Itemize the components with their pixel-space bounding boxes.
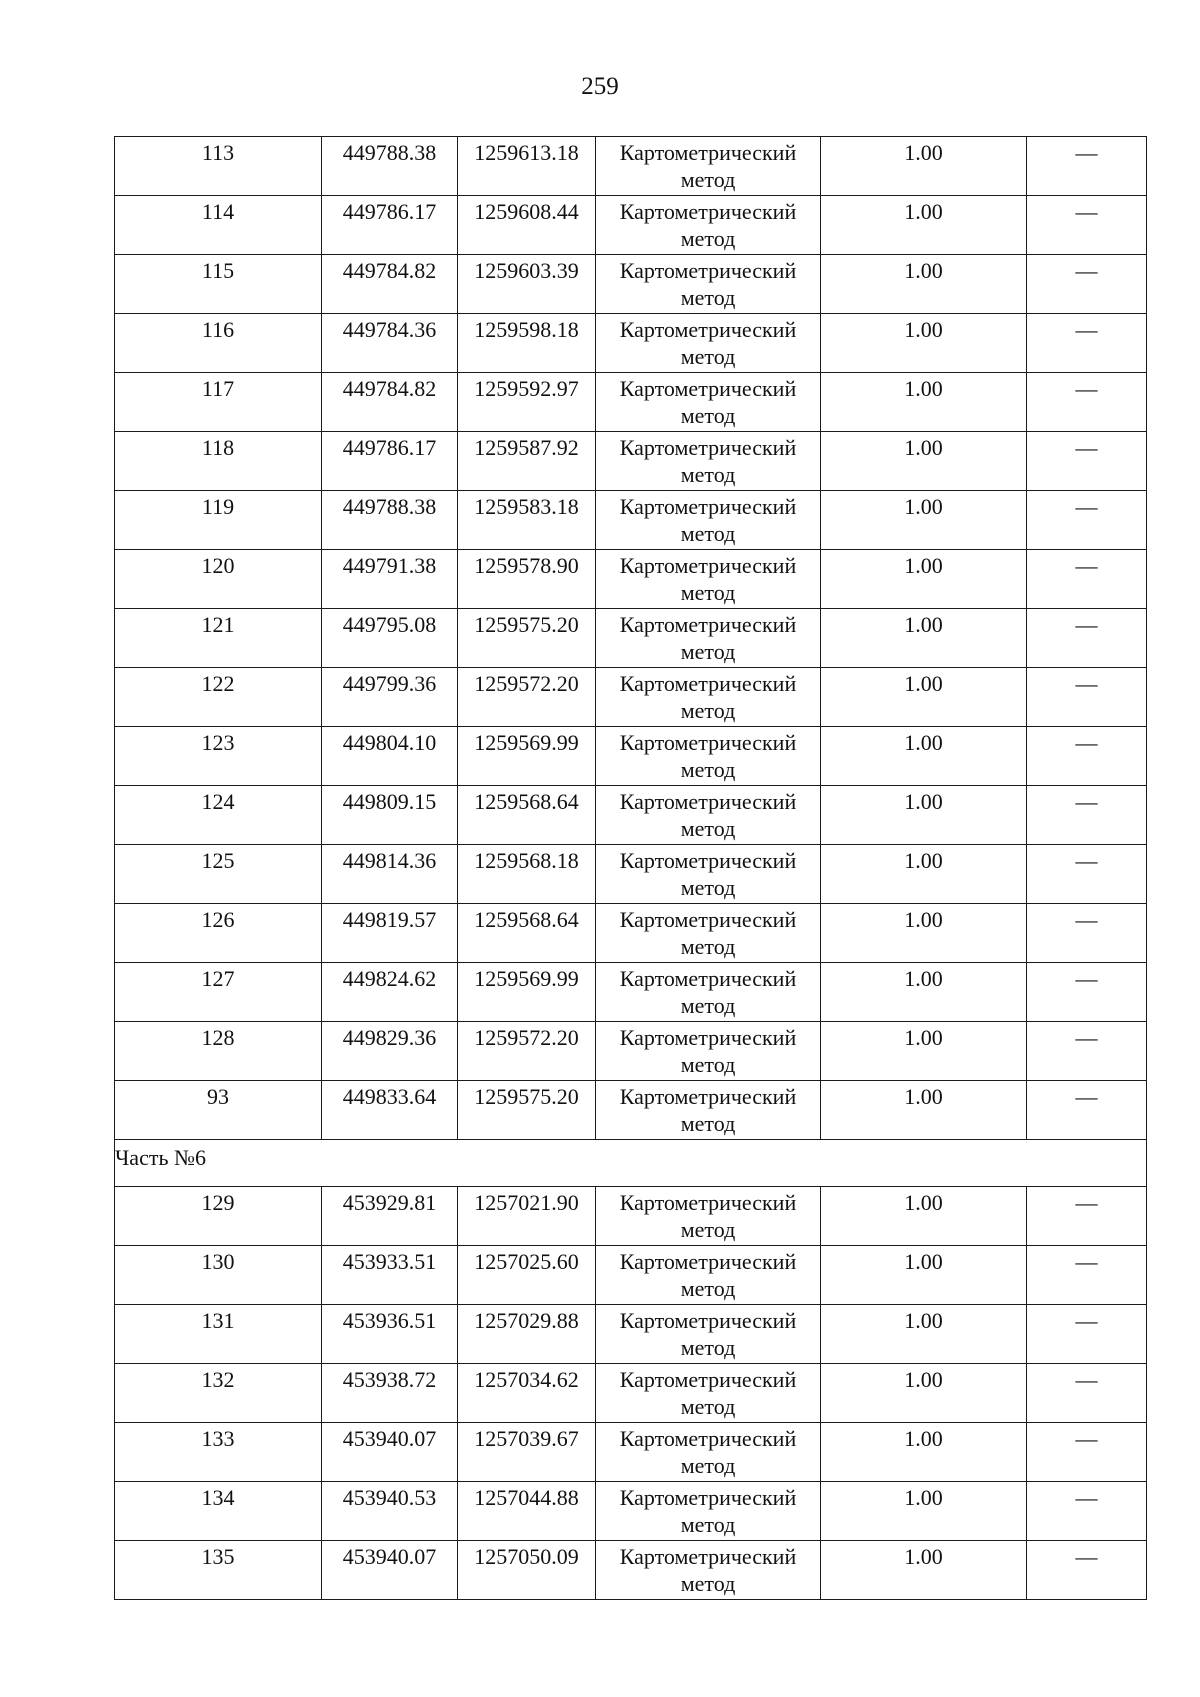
method-line-1: Картометрический: [619, 494, 797, 519]
y-coordinate-cell: 1259583.18: [458, 491, 596, 550]
accuracy-cell: 1.00: [821, 1305, 1027, 1364]
table-row: [115, 1187, 1147, 1246]
table-row: [115, 1246, 1147, 1305]
accuracy-cell: 1.00: [821, 255, 1027, 314]
method-line-1: Картометрический: [619, 553, 797, 578]
method-line-1: Картометрический: [619, 317, 797, 342]
point-number-cell: 120: [115, 550, 322, 609]
method-cell: [596, 609, 821, 668]
method-line-2: метод: [680, 403, 736, 428]
accuracy-cell: 1.00: [821, 963, 1027, 1022]
y-coordinate-cell: 1257029.88: [458, 1305, 596, 1364]
method-line-2: метод: [680, 521, 736, 546]
method-line-2: метод: [680, 1512, 736, 1537]
section-row: [115, 1140, 1147, 1187]
section-label: Часть №6: [115, 1140, 1147, 1187]
accuracy-cell: 1.00: [821, 373, 1027, 432]
description-cell: —: [1027, 314, 1147, 373]
y-coordinate-cell: 1259575.20: [458, 1081, 596, 1140]
x-coordinate-cell: 449788.38: [322, 137, 458, 196]
accuracy-cell: 1.00: [821, 1187, 1027, 1246]
y-coordinate-cell: 1257021.90: [458, 1187, 596, 1246]
method-line-1: Картометрический: [619, 376, 797, 401]
x-coordinate-cell: 449784.82: [322, 255, 458, 314]
y-coordinate-cell: 1257034.62: [458, 1364, 596, 1423]
method-cell: [596, 314, 821, 373]
table-body: [115, 137, 1147, 1600]
description-cell: —: [1027, 255, 1147, 314]
description-cell: —: [1027, 373, 1147, 432]
accuracy-cell: 1.00: [821, 432, 1027, 491]
coordinates-table: [114, 136, 1147, 1600]
accuracy-cell: 1.00: [821, 1423, 1027, 1482]
method-cell: [596, 963, 821, 1022]
table-row: [115, 137, 1147, 196]
description-cell: —: [1027, 845, 1147, 904]
y-coordinate-cell: 1259575.20: [458, 609, 596, 668]
y-coordinate-cell: 1259568.64: [458, 786, 596, 845]
method-cell: [596, 1081, 821, 1140]
point-number-cell: 127: [115, 963, 322, 1022]
table-row: [115, 845, 1147, 904]
method-line-2: метод: [680, 226, 736, 251]
point-number-cell: 126: [115, 904, 322, 963]
x-coordinate-cell: 449824.62: [322, 963, 458, 1022]
method-cell: [596, 1187, 821, 1246]
point-number-cell: 118: [115, 432, 322, 491]
y-coordinate-cell: 1257044.88: [458, 1482, 596, 1541]
method-line-1: Картометрический: [619, 789, 797, 814]
accuracy-cell: 1.00: [821, 845, 1027, 904]
x-coordinate-cell: 449784.36: [322, 314, 458, 373]
method-cell: [596, 1022, 821, 1081]
method-line-1: Картометрический: [619, 1485, 797, 1510]
point-number-cell: 125: [115, 845, 322, 904]
description-cell: —: [1027, 1364, 1147, 1423]
method-line-2: метод: [680, 639, 736, 664]
x-coordinate-cell: 453933.51: [322, 1246, 458, 1305]
method-cell: [596, 1364, 821, 1423]
accuracy-cell: 1.00: [821, 786, 1027, 845]
method-line-1: Картометрический: [619, 907, 797, 932]
accuracy-cell: 1.00: [821, 668, 1027, 727]
description-cell: —: [1027, 550, 1147, 609]
method-line-2: метод: [680, 1052, 736, 1077]
method-line-2: метод: [680, 875, 736, 900]
point-number-cell: 115: [115, 255, 322, 314]
accuracy-cell: 1.00: [821, 196, 1027, 255]
table-row: [115, 1541, 1147, 1600]
x-coordinate-cell: 453929.81: [322, 1187, 458, 1246]
x-coordinate-cell: 449804.10: [322, 727, 458, 786]
page-number: 259: [581, 73, 619, 100]
point-number-cell: 135: [115, 1541, 322, 1600]
description-cell: —: [1027, 1482, 1147, 1541]
y-coordinate-cell: 1259572.20: [458, 1022, 596, 1081]
y-coordinate-cell: 1259572.20: [458, 668, 596, 727]
method-line-2: метод: [680, 698, 736, 723]
x-coordinate-cell: 449791.38: [322, 550, 458, 609]
method-cell: [596, 727, 821, 786]
point-number-cell: 122: [115, 668, 322, 727]
method-line-2: метод: [680, 1571, 736, 1596]
y-coordinate-cell: 1259569.99: [458, 963, 596, 1022]
method-line-1: Картометрический: [619, 1308, 797, 1333]
method-line-1: Картометрический: [619, 1249, 797, 1274]
method-cell: [596, 904, 821, 963]
table-row: [115, 314, 1147, 373]
method-line-1: Картометрический: [619, 199, 797, 224]
method-line-1: Картометрический: [619, 1025, 797, 1050]
x-coordinate-cell: 449819.57: [322, 904, 458, 963]
method-cell: [596, 668, 821, 727]
method-line-2: метод: [680, 580, 736, 605]
y-coordinate-cell: 1259592.97: [458, 373, 596, 432]
x-coordinate-cell: 449799.36: [322, 668, 458, 727]
point-number-cell: 114: [115, 196, 322, 255]
y-coordinate-cell: 1259568.64: [458, 904, 596, 963]
table-row: [115, 904, 1147, 963]
method-line-1: Картометрический: [619, 730, 797, 755]
accuracy-cell: 1.00: [821, 1482, 1027, 1541]
x-coordinate-cell: 449833.64: [322, 1081, 458, 1140]
accuracy-cell: 1.00: [821, 550, 1027, 609]
x-coordinate-cell: 453940.07: [322, 1541, 458, 1600]
x-coordinate-cell: 449786.17: [322, 196, 458, 255]
description-cell: —: [1027, 963, 1147, 1022]
description-cell: —: [1027, 727, 1147, 786]
method-line-2: метод: [680, 816, 736, 841]
table-row: [115, 1423, 1147, 1482]
description-cell: —: [1027, 432, 1147, 491]
y-coordinate-cell: 1259587.92: [458, 432, 596, 491]
method-line-2: метод: [680, 1335, 736, 1360]
accuracy-cell: 1.00: [821, 1364, 1027, 1423]
table-row: [115, 491, 1147, 550]
accuracy-cell: 1.00: [821, 314, 1027, 373]
method-line-2: метод: [680, 344, 736, 369]
point-number-cell: 128: [115, 1022, 322, 1081]
table-row: [115, 1305, 1147, 1364]
x-coordinate-cell: 449784.82: [322, 373, 458, 432]
point-number-cell: 133: [115, 1423, 322, 1482]
table-row: [115, 1081, 1147, 1140]
method-line-1: Картометрический: [619, 435, 797, 460]
accuracy-cell: 1.00: [821, 609, 1027, 668]
description-cell: —: [1027, 609, 1147, 668]
y-coordinate-cell: 1259569.99: [458, 727, 596, 786]
method-cell: [596, 137, 821, 196]
point-number-cell: 121: [115, 609, 322, 668]
table-row: [115, 255, 1147, 314]
method-line-2: метод: [680, 285, 736, 310]
point-number-cell: 124: [115, 786, 322, 845]
point-number-cell: 123: [115, 727, 322, 786]
method-line-2: метод: [680, 757, 736, 782]
method-line-2: метод: [680, 1111, 736, 1136]
method-line-1: Картометрический: [619, 612, 797, 637]
point-number-cell: 116: [115, 314, 322, 373]
description-cell: —: [1027, 786, 1147, 845]
method-line-1: Картометрический: [619, 258, 797, 283]
table-row: [115, 1364, 1147, 1423]
point-number-cell: 119: [115, 491, 322, 550]
method-line-1: Картометрический: [619, 1544, 797, 1569]
description-cell: —: [1027, 904, 1147, 963]
accuracy-cell: 1.00: [821, 137, 1027, 196]
accuracy-cell: 1.00: [821, 904, 1027, 963]
table-row: [115, 668, 1147, 727]
y-coordinate-cell: 1257025.60: [458, 1246, 596, 1305]
description-cell: —: [1027, 137, 1147, 196]
x-coordinate-cell: 453940.53: [322, 1482, 458, 1541]
method-line-1: Картометрический: [619, 671, 797, 696]
accuracy-cell: 1.00: [821, 491, 1027, 550]
y-coordinate-cell: 1257050.09: [458, 1541, 596, 1600]
point-number-cell: 113: [115, 137, 322, 196]
point-number-cell: 132: [115, 1364, 322, 1423]
table-row: [115, 550, 1147, 609]
point-number-cell: 129: [115, 1187, 322, 1246]
point-number-cell: 130: [115, 1246, 322, 1305]
method-line-1: Картометрический: [619, 1367, 797, 1392]
y-coordinate-cell: 1259613.18: [458, 137, 596, 196]
description-cell: —: [1027, 1081, 1147, 1140]
table-row: [115, 786, 1147, 845]
method-line-1: Картометрический: [619, 140, 797, 165]
y-coordinate-cell: 1259568.18: [458, 845, 596, 904]
description-cell: —: [1027, 1305, 1147, 1364]
point-number-cell: 93: [115, 1081, 322, 1140]
point-number-cell: 117: [115, 373, 322, 432]
point-number-cell: 131: [115, 1305, 322, 1364]
method-cell: [596, 255, 821, 314]
method-line-2: метод: [680, 993, 736, 1018]
method-cell: [596, 1246, 821, 1305]
method-cell: [596, 1482, 821, 1541]
method-line-1: Картометрический: [619, 848, 797, 873]
description-cell: —: [1027, 1187, 1147, 1246]
method-line-1: Картометрический: [619, 966, 797, 991]
method-cell: [596, 432, 821, 491]
method-line-2: метод: [680, 167, 736, 192]
method-line-2: метод: [680, 1453, 736, 1478]
description-cell: —: [1027, 491, 1147, 550]
description-cell: —: [1027, 1246, 1147, 1305]
description-cell: —: [1027, 668, 1147, 727]
method-line-1: Картометрический: [619, 1084, 797, 1109]
point-number-cell: 134: [115, 1482, 322, 1541]
description-cell: —: [1027, 196, 1147, 255]
method-cell: [596, 491, 821, 550]
y-coordinate-cell: 1259598.18: [458, 314, 596, 373]
x-coordinate-cell: 449829.36: [322, 1022, 458, 1081]
table-row: [115, 1482, 1147, 1541]
method-line-2: метод: [680, 1394, 736, 1419]
table-row: [115, 609, 1147, 668]
table-row: [115, 963, 1147, 1022]
x-coordinate-cell: 449814.36: [322, 845, 458, 904]
method-cell: [596, 373, 821, 432]
x-coordinate-cell: 449786.17: [322, 432, 458, 491]
description-cell: —: [1027, 1022, 1147, 1081]
table-row: [115, 1022, 1147, 1081]
method-cell: [596, 1423, 821, 1482]
accuracy-cell: 1.00: [821, 1246, 1027, 1305]
y-coordinate-cell: 1259608.44: [458, 196, 596, 255]
table-row: [115, 432, 1147, 491]
table-row: [115, 196, 1147, 255]
y-coordinate-cell: 1257039.67: [458, 1423, 596, 1482]
accuracy-cell: 1.00: [821, 1022, 1027, 1081]
x-coordinate-cell: 449795.08: [322, 609, 458, 668]
method-cell: [596, 845, 821, 904]
y-coordinate-cell: 1259603.39: [458, 255, 596, 314]
method-cell: [596, 550, 821, 609]
description-cell: —: [1027, 1541, 1147, 1600]
method-line-2: метод: [680, 934, 736, 959]
x-coordinate-cell: 453938.72: [322, 1364, 458, 1423]
table-row: [115, 727, 1147, 786]
method-line-2: метод: [680, 1217, 736, 1242]
x-coordinate-cell: 449809.15: [322, 786, 458, 845]
accuracy-cell: 1.00: [821, 1081, 1027, 1140]
method-line-1: Картометрический: [619, 1426, 797, 1451]
x-coordinate-cell: 449788.38: [322, 491, 458, 550]
method-cell: [596, 786, 821, 845]
description-cell: —: [1027, 1423, 1147, 1482]
method-line-2: метод: [680, 462, 736, 487]
method-cell: [596, 1305, 821, 1364]
method-line-1: Картометрический: [619, 1190, 797, 1215]
y-coordinate-cell: 1259578.90: [458, 550, 596, 609]
method-cell: [596, 196, 821, 255]
method-line-2: метод: [680, 1276, 736, 1301]
accuracy-cell: 1.00: [821, 727, 1027, 786]
x-coordinate-cell: 453940.07: [322, 1423, 458, 1482]
x-coordinate-cell: 453936.51: [322, 1305, 458, 1364]
method-cell: [596, 1541, 821, 1600]
table-row: [115, 373, 1147, 432]
accuracy-cell: 1.00: [821, 1541, 1027, 1600]
